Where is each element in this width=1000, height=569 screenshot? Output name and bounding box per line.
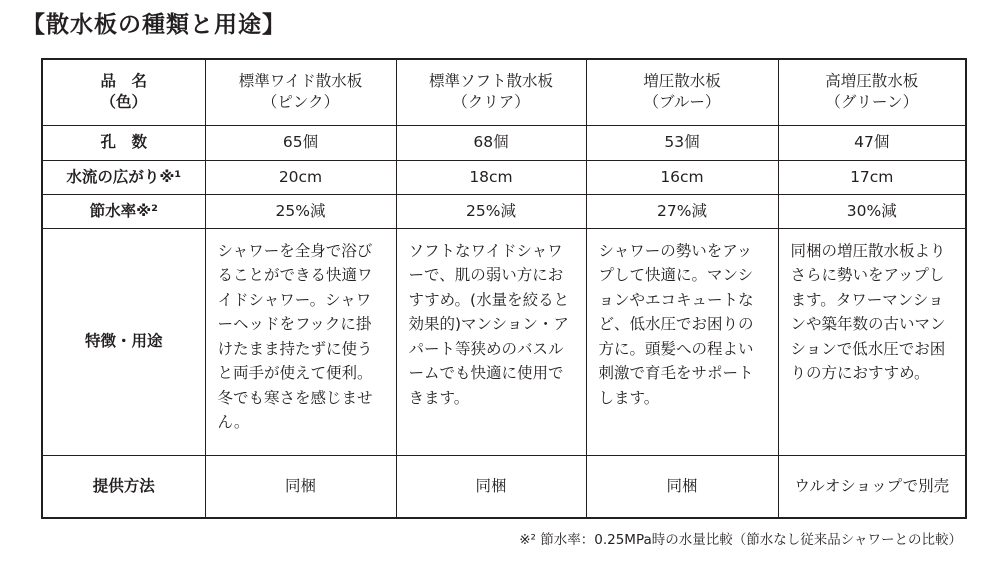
table-row-supply bbox=[42, 455, 966, 518]
feature-description: 同梱の増圧散水板よりさらに勢いをアップします。タワーマンションや築年数の古いマンションで低水圧でお困りの方におすすめ。 bbox=[778, 228, 966, 455]
table-cell: 27%減 bbox=[586, 194, 778, 228]
row-header-product-name: 品 名 （色） bbox=[42, 59, 205, 125]
product-header-1: 標準ワイド散水板 （ピンク） bbox=[205, 59, 396, 125]
page-title: 【散水板の種類と用途】 bbox=[22, 12, 286, 38]
feature-description: シャワーを全身で浴びることができる快適ワイドシャワー。シャワーヘッドをフックに掛けたまま持たずに使うと両手が使えて便利。冬でも寒さを感じません。 bbox=[205, 228, 396, 455]
table-cell: 25%減 bbox=[396, 194, 586, 228]
row-header-saving: 節水率※² bbox=[42, 194, 205, 228]
product-header-3: 増圧散水板 （ブルー） bbox=[586, 59, 778, 125]
table-cell: 65個 bbox=[205, 125, 396, 160]
table-row-header bbox=[42, 59, 966, 125]
product-header-4: 高増圧散水板 （グリーン） bbox=[778, 59, 966, 125]
product-header-2: 標準ソフト散水板 （クリア） bbox=[396, 59, 586, 125]
product-spec-table bbox=[41, 58, 967, 519]
table-cell: 47個 bbox=[778, 125, 966, 160]
table-cell: 25%減 bbox=[205, 194, 396, 228]
feature-description: シャワーの勢いをアップして快適に。マンションやエコキュートなど、低水圧でお困りの方に。頭髪への程よい刺激で育毛をサポートします。 bbox=[586, 228, 778, 455]
table-row-spread bbox=[42, 160, 966, 194]
table-cell: 53個 bbox=[586, 125, 778, 160]
table-cell: 同梱 bbox=[205, 455, 396, 518]
row-header-spread: 水流の広がり※¹ bbox=[42, 160, 205, 194]
footnote: ※² 節水率：0.25MPa時の水量比較（節水なし従来品シャワーとの比較） bbox=[519, 532, 962, 548]
row-header-supply: 提供方法 bbox=[42, 455, 205, 518]
table-cell: 同梱 bbox=[396, 455, 586, 518]
row-header-features: 特徴・用途 bbox=[42, 228, 205, 455]
table-row-holes bbox=[42, 125, 966, 160]
table-cell: 30%減 bbox=[778, 194, 966, 228]
table-row-features bbox=[42, 228, 966, 455]
table-cell: 18cm bbox=[396, 160, 586, 194]
row-header-holes: 孔 数 bbox=[42, 125, 205, 160]
table-cell: 同梱 bbox=[586, 455, 778, 518]
table-cell: 16cm bbox=[586, 160, 778, 194]
table-cell: 17cm bbox=[778, 160, 966, 194]
table-cell: 68個 bbox=[396, 125, 586, 160]
feature-description: ソフトなワイドシャワーで、肌の弱い方におすすめ。(水量を絞ると効果的)マンション・アパート等狭めのバスルームでも快適に使用できます。 bbox=[396, 228, 586, 455]
table-cell: 20cm bbox=[205, 160, 396, 194]
table-row-saving bbox=[42, 194, 966, 228]
table-cell: ウルオショップで別売 bbox=[778, 455, 966, 518]
